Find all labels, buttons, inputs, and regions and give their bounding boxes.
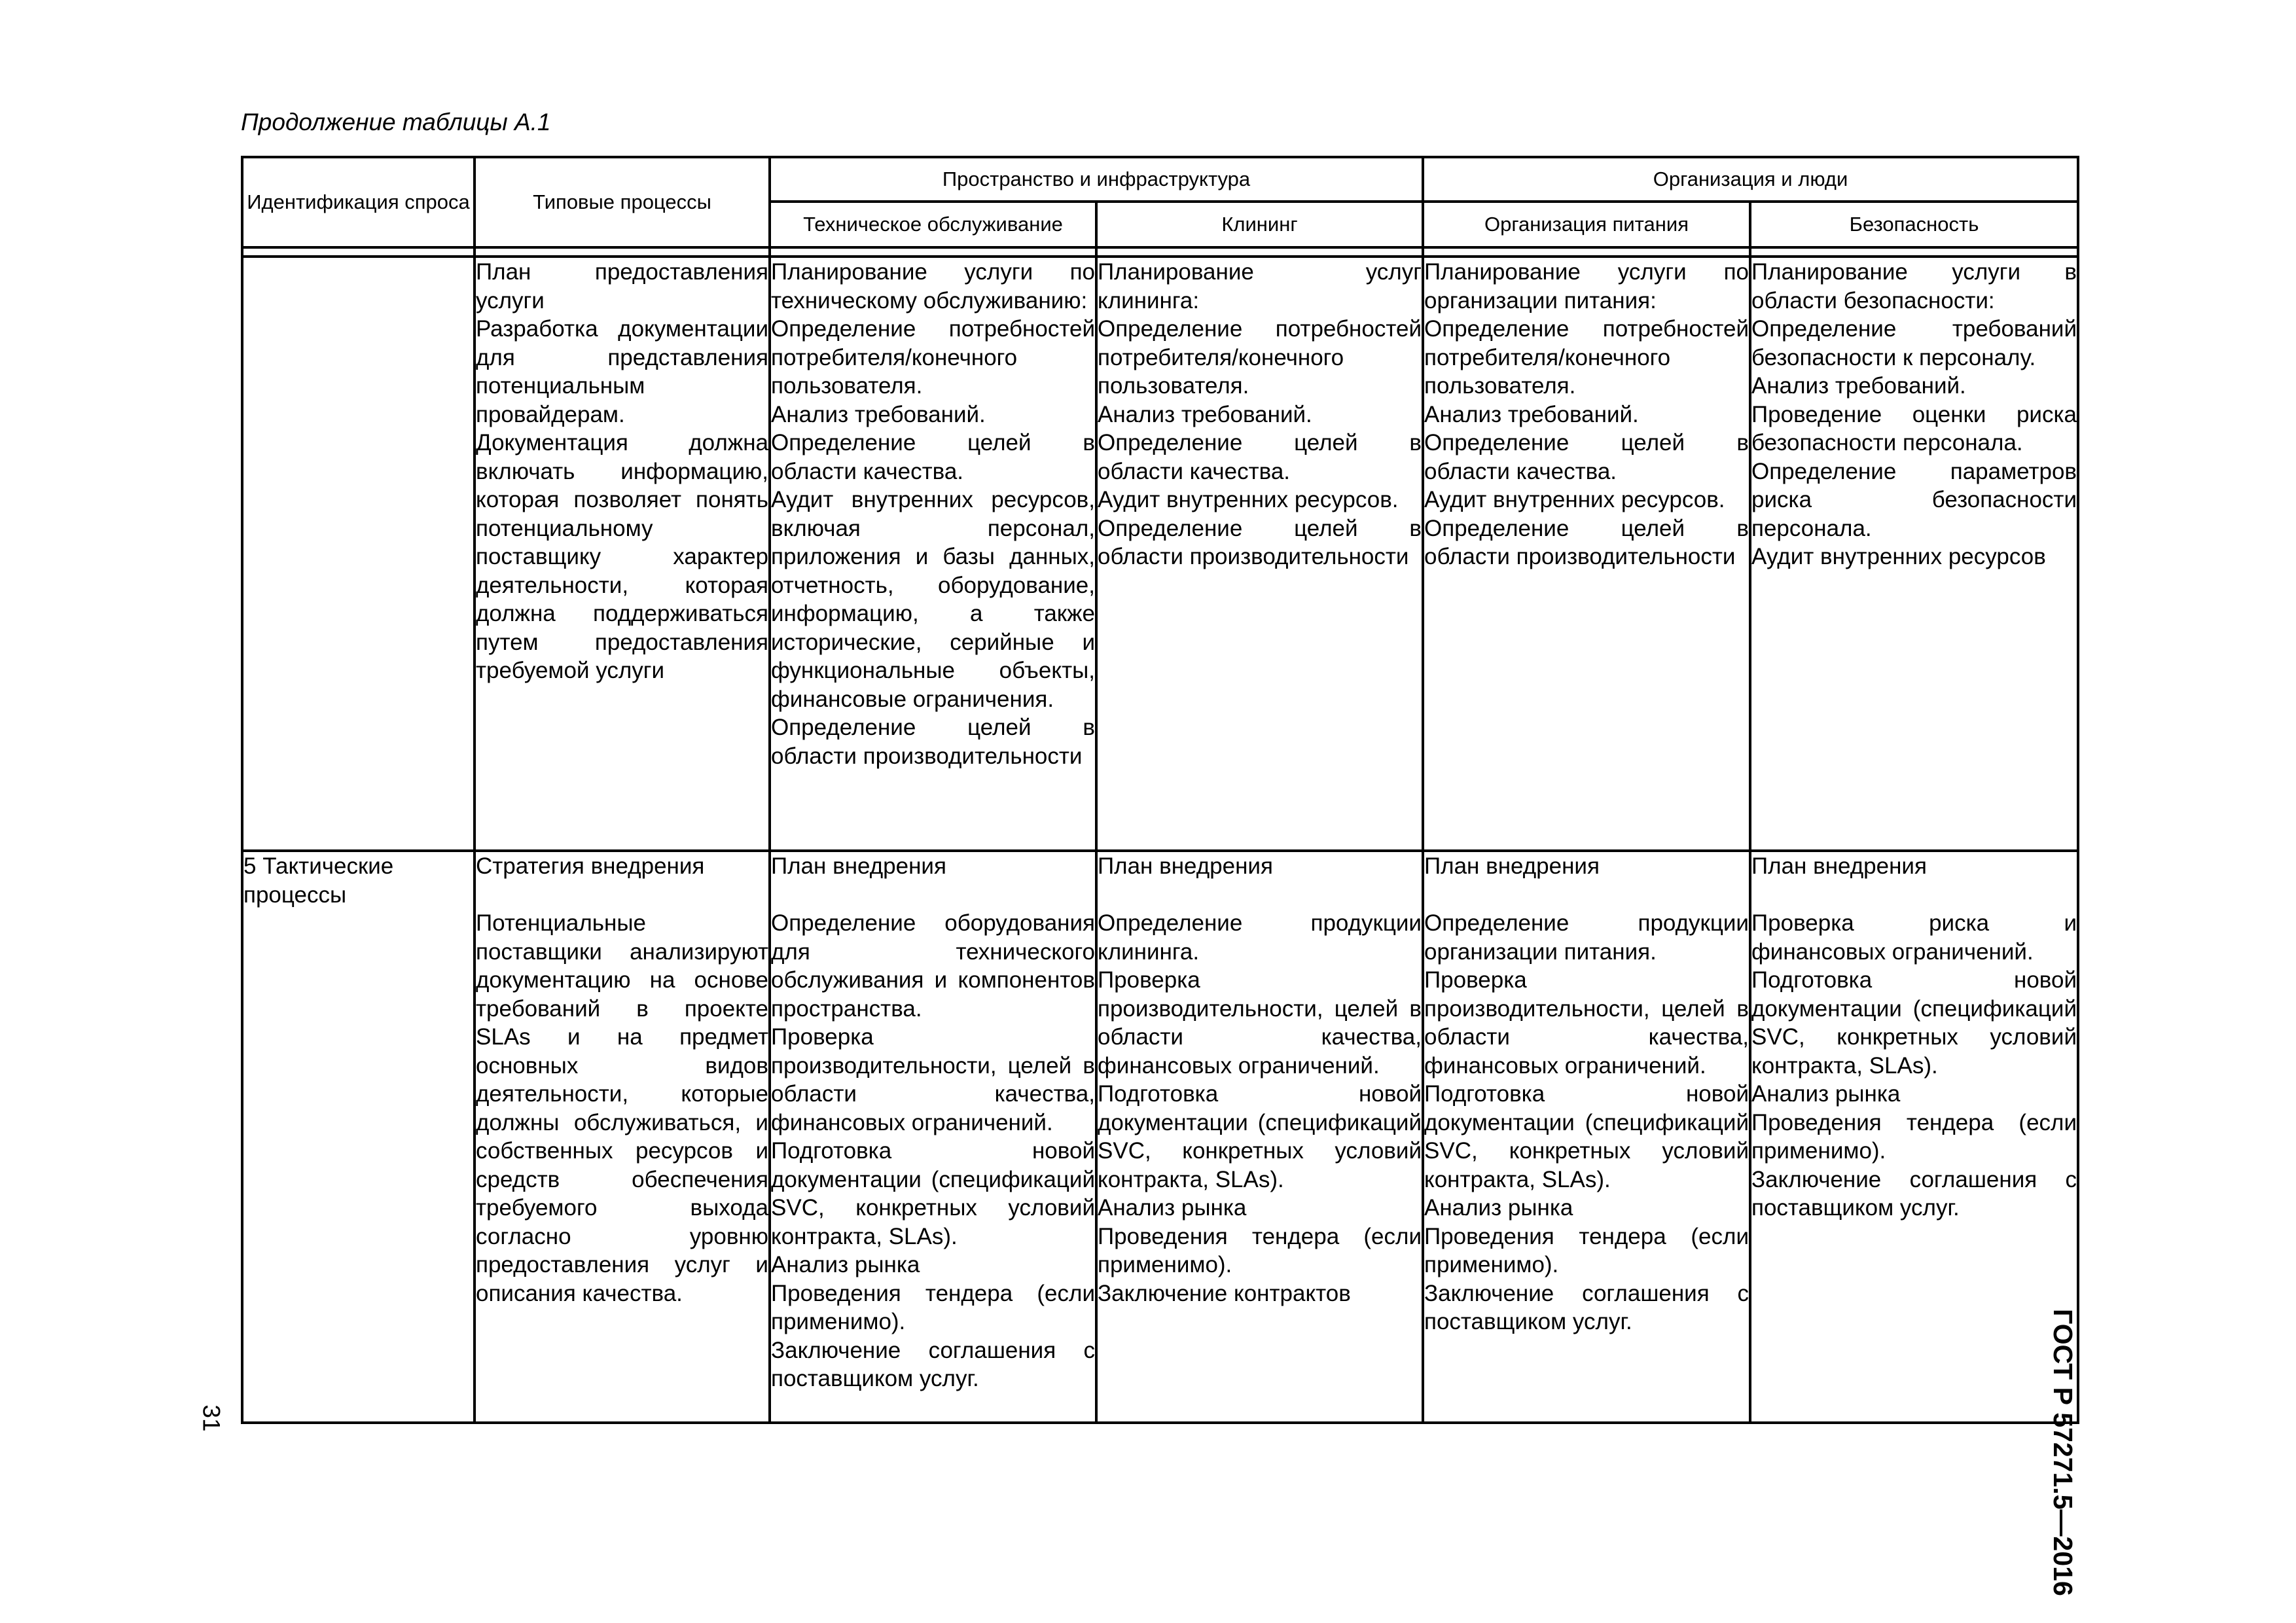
cell-paragraph: Проведения тендера (если применимо).: [1424, 1223, 1749, 1277]
header-demand-identification: Идентификация спроса: [242, 157, 475, 247]
cell-paragraph: Анализ рынка: [1424, 1195, 1573, 1221]
cell-paragraph: Стратегия внедрения: [476, 853, 705, 879]
cell-identification: [242, 851, 475, 1423]
cell-paragraph: Документация должна включать информацию, которая позволяет понять потенциальному поставщику характер деятельности, которая должна поддерживаться путем предоставления требуемой услуги: [476, 430, 768, 683]
demand-table: [241, 156, 2079, 1424]
header-cleaning: Клининг: [1096, 202, 1423, 247]
cell-paragraph: Проведения тендера (если применимо).: [771, 1280, 1095, 1334]
header-organization-people: Организация и люди: [1423, 157, 2078, 202]
table-caption: Продолжение таблицы А.1: [241, 109, 551, 135]
cell-cleaning: [1096, 851, 1423, 1423]
cell-paragraph: Определение целей в области качества.: [771, 430, 1095, 484]
page-number: 31: [198, 1404, 225, 1432]
cell-paragraph: Определение потребностей потребителя/конечного пользователя.: [771, 316, 1095, 399]
header-space-infrastructure: Пространство и инфраструктура: [770, 157, 1423, 202]
cell-paragraph: Определение оборудования для технического обслуживания и компонентов пространства.: [771, 910, 1095, 1022]
cell-paragraph: Определение целей в области качества.: [1098, 430, 1422, 484]
cell-paragraph: План внедрения: [1098, 853, 1273, 879]
cell-paragraph: Проведения тендера (если применимо).: [1098, 1223, 1422, 1277]
cell-identification: [242, 257, 475, 851]
cell-paragraph: Определение потребностей потребителя/конечного пользователя.: [1424, 316, 1749, 399]
header-security: Безопасность: [1750, 202, 2078, 247]
cell-paragraph: Анализ требований.: [1751, 373, 1966, 399]
identification-text: 5 Тактические процессы: [243, 853, 394, 908]
cell-paragraph: Анализ требований.: [1098, 401, 1312, 427]
cell-paragraph: Определение продукции организации питания.: [1424, 910, 1749, 965]
cell-paragraph: Проведения тендера (если применимо).: [1751, 1109, 2077, 1164]
blank-line: [1424, 881, 1749, 910]
cell-paragraph: Анализ требований.: [771, 401, 986, 427]
cell-paragraph: Анализ рынка: [771, 1252, 920, 1277]
cell-paragraph: Определение потребностей потребителя/конечного пользователя.: [1098, 316, 1422, 399]
cell-paragraph: Планирование услуги в области безопасности:: [1751, 259, 2077, 313]
cell-paragraph: Анализ рынка: [1751, 1081, 1901, 1107]
cell-security: [1750, 851, 2078, 1423]
cell-paragraph: Определение целей в области производительности: [1424, 515, 1749, 569]
cell-paragraph: План предоставления услуги: [476, 259, 768, 313]
cell-paragraph: Определение целей в области качества.: [1424, 430, 1749, 484]
cell-paragraph: Подготовка новой документации (спецификаций SVC, конкретных условий контракта, SLAs).: [1098, 1081, 1422, 1192]
header-catering: Организация питания: [1423, 202, 1750, 247]
cell-paragraph: Проверка риска и финансовых ограничений.: [1751, 910, 2077, 965]
cell-paragraph: Определение продукции клининга.: [1098, 910, 1422, 965]
cell-paragraph: Планирование услуги по организации питания:: [1424, 259, 1749, 313]
cell-paragraph: Подготовка новой документации (спецификаций SVC, конкретных условий контракта, SLAs).: [1424, 1081, 1749, 1192]
cell-paragraph: Анализ требований.: [1424, 401, 1639, 427]
cell-paragraph: Подготовка новой документации (спецификаций SVC, конкретных условий контракта, SLAs).: [1751, 967, 2077, 1079]
cell-paragraph: Разработка документации для представления потенциальным провайдерам.: [476, 316, 768, 427]
cell-paragraph: Проверка производительности, целей в области качества, финансовых ограничений.: [771, 1024, 1095, 1135]
cell-processes: [475, 851, 770, 1423]
cell-paragraph: Аудит внутренних ресурсов, включая персонал, приложения и базы данных, отчетность, оборудование, информацию, а также исторические, серийные и функциональные объекты, финансовые ограничения.: [771, 487, 1095, 712]
cell-paragraph: Проведение оценки риска безопасности персонала.: [1751, 401, 2077, 455]
cell-paragraph: Планирование услуги по техническому обслуживанию:: [771, 259, 1095, 313]
cell-paragraph: Заключение контрактов: [1098, 1280, 1351, 1306]
standard-code: ГОСТ Р 57271.5—2016: [2048, 1309, 2078, 1596]
blank-line: [771, 881, 1095, 910]
cell-paragraph: Заключение соглашения с поставщиком услуг.: [1424, 1280, 1749, 1334]
cell-paragraph: Заключение соглашения с поставщиком услуг.: [771, 1337, 1095, 1391]
cell-paragraph: Определение параметров риска безопасности персонала.: [1751, 458, 2077, 541]
header-separator: [242, 247, 2078, 257]
cell-paragraph: Аудит внутренних ресурсов: [1751, 544, 2046, 569]
cell-paragraph: Анализ рынка: [1098, 1195, 1247, 1221]
cell-security: [1750, 257, 2078, 851]
blank-line: [476, 881, 768, 910]
cell-paragraph: Определение требований безопасности к персоналу.: [1751, 316, 2077, 370]
header-maintenance: Техническое обслуживание: [770, 202, 1096, 247]
cell-catering: [1423, 851, 1750, 1423]
cell-paragraph: План внедрения: [1424, 853, 1600, 879]
cell-maintenance: [770, 257, 1096, 851]
cell-paragraph: Определение целей в области производительности: [771, 715, 1095, 769]
cell-paragraph: Планирование услуг клининга:: [1098, 259, 1422, 313]
cell-processes: [475, 257, 770, 851]
cell-paragraph: Заключение соглашения с поставщиком услуг.: [1751, 1166, 2077, 1221]
blank-line: [1751, 881, 2077, 910]
table-row: [242, 257, 2078, 851]
cell-catering: [1423, 257, 1750, 851]
cell-paragraph: Потенциальные поставщики анализируют документацию на основе требований в проекте SLAs и на предмет основных видов деятельности, которые должны обслуживаться, и собственных ресурсов и средств обеспечения требуемого выхода согласно уровню предоставления услуг и описания качества.: [476, 910, 768, 1306]
cell-paragraph: Проверка производительности, целей в области качества, финансовых ограничений.: [1098, 967, 1422, 1079]
cell-cleaning: [1096, 257, 1423, 851]
cell-paragraph: Определение целей в области производительности: [1098, 515, 1422, 569]
table-row: [242, 851, 2078, 1423]
header-typical-processes: Типовые процессы: [475, 157, 770, 247]
cell-paragraph: Подготовка новой документации (спецификаций SVC, конкретных условий контракта, SLAs).: [771, 1138, 1095, 1249]
cell-paragraph: Аудит внутренних ресурсов.: [1098, 487, 1399, 512]
cell-paragraph: Аудит внутренних ресурсов.: [1424, 487, 1725, 512]
blank-line: [1098, 881, 1422, 910]
cell-paragraph: План внедрения: [771, 853, 946, 879]
cell-paragraph: Проверка производительности, целей в области качества, финансовых ограничений.: [1424, 967, 1749, 1079]
cell-paragraph: План внедрения: [1751, 853, 1927, 879]
cell-maintenance: [770, 851, 1096, 1423]
